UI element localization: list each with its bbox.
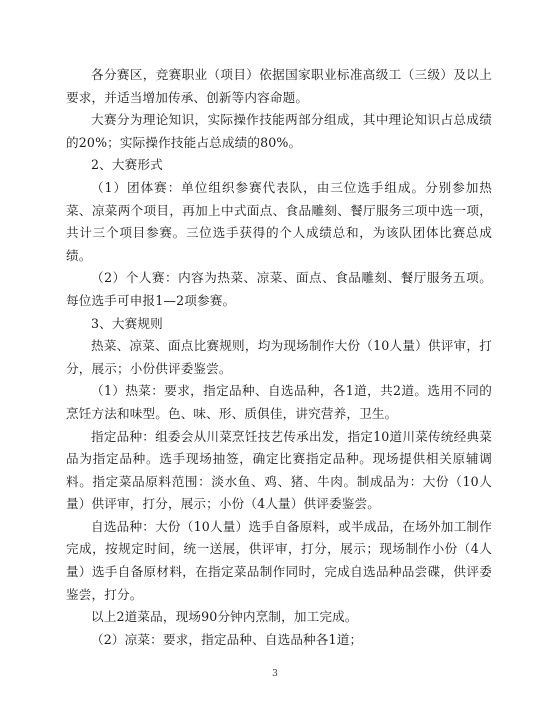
paragraph-rules-overview: 热菜、凉菜、面点比赛规则，均为现场制作大份（10人量）供评审，打分，展示；小份供评委鉴尝。: [66, 338, 492, 376]
paragraph-hot-dish-requirements: （1）热菜：要求，指定品种、自选品种，各1道，共2道。选用不同的烹饪方法和味型。色、味、形、质俱佳，讲究营养，卫生。: [66, 383, 492, 421]
paragraph-competition-basis: 各分赛区，竞赛职业（项目）依据国家职业标准高级工（三级）及以上要求，并适当增加传承、创新等内容命题。: [66, 67, 492, 105]
paragraph-score-composition: 大赛分为理论知识，实际操作技能两部分组成，其中理论知识占总成绩的20%；实际操作技能占总成绩的80%。: [66, 112, 492, 150]
section-heading-competition-format: 2、大赛形式: [91, 157, 163, 173]
paragraph-team-competition: （1）团体赛：单位组织参赛代表队，由三位选手组成。分别参加热菜、凉菜两个项目，再加上中式面点、食品雕刻、餐厅服务三项中选一项，共计三个项目参赛。三位选手获得的个人成绩总和，为该队团体比赛总成绩。: [66, 179, 492, 263]
paragraph-designated-dishes: 指定品种：组委会从川菜烹饪技艺传承出发，指定10道川菜传统经典菜品为指定品种。选手现场抽签，确定比赛指定品种。现场提供相关原辅调料。指定菜品原料范围：淡水鱼、鸡、猪、牛肉。制成品为：大份（10人量）供评审，打分，展示；小份（4人量）供评委鉴尝。: [66, 428, 492, 512]
paragraph-self-selected-dishes: 自选品种：大份（10人量）选手自备原料，或半成品，在场外加工制作完成，按规定时间，统一送展，供评审，打分，展示；现场制作小份（4人量）选手自备原材料，在指定菜品制作同时，完成自选品种品尝碟，供评委鉴尝，打分。: [66, 518, 492, 602]
paragraph-cold-dish-requirements: （2）凉菜：要求，指定品种、自选品种各1道；: [91, 631, 363, 647]
paragraph-time-limit: 以上2道菜品，现场90分钟内烹制，加工完成。: [91, 609, 358, 625]
paragraph-individual-competition: （2）个人赛：内容为热菜、凉菜、面点、食品雕刻、餐厅服务五项。每位选手可申报1—2项参赛。: [66, 270, 492, 308]
page-number: 3: [272, 669, 278, 679]
document-body: [66, 64, 492, 651]
section-heading-competition-rules: 3、大赛规则: [91, 315, 163, 331]
